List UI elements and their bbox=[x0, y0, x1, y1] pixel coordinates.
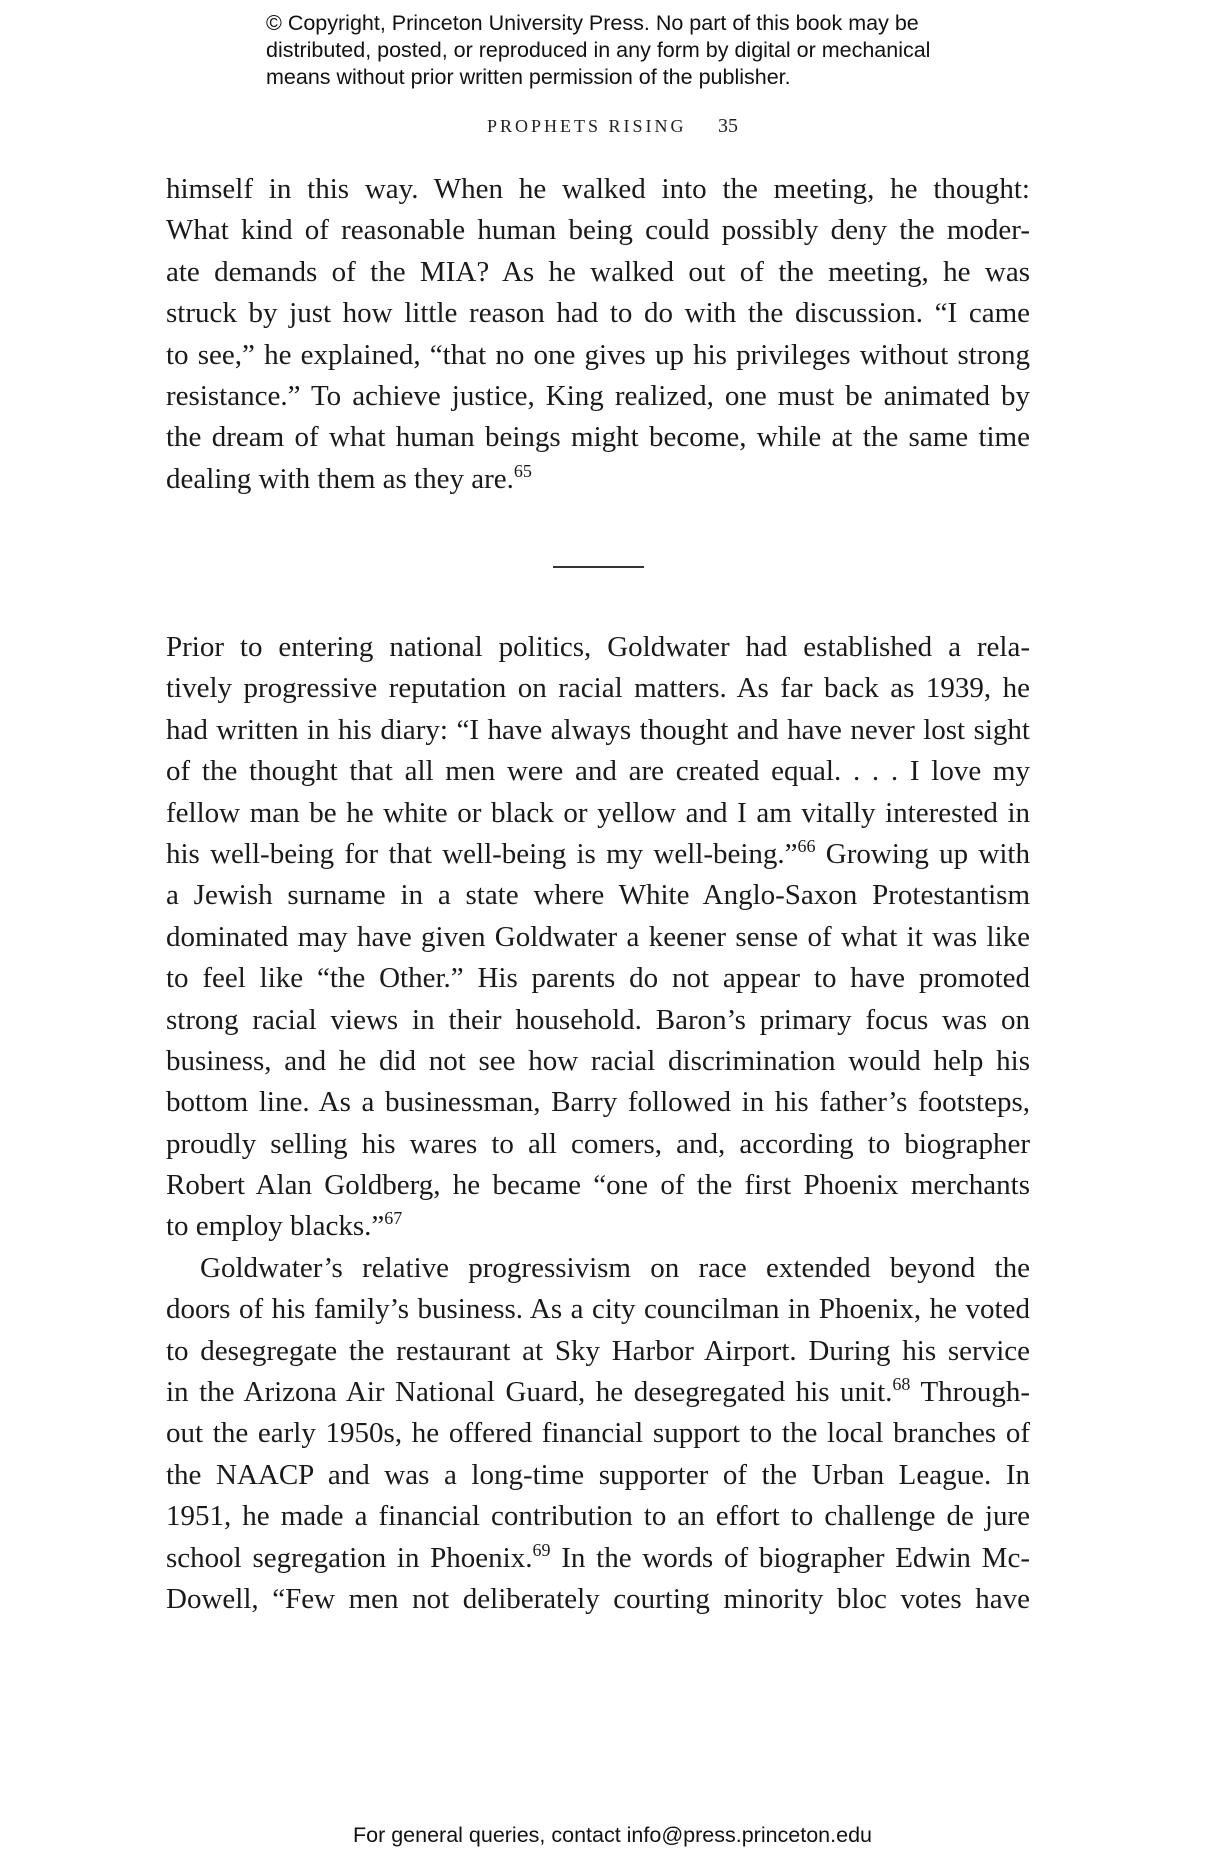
footnote-ref-69: 69 bbox=[532, 1539, 551, 1560]
body-text bbox=[166, 627, 1030, 1620]
footer-contact: For general queries, contact info@press.princeton.edu bbox=[352, 1823, 872, 1847]
footnote-ref-68: 68 bbox=[892, 1374, 911, 1395]
text-line: dominated may have given Goldwater a keener sense of what it was like bbox=[166, 920, 1030, 953]
text-line: tively progressive reputation on racial matters. As far back as 1939, he bbox=[166, 672, 1030, 705]
text-fragment: In the words of biographer Edwin Mc- bbox=[550, 1541, 1030, 1574]
running-head bbox=[0, 115, 1225, 138]
text-line: the dream of what human beings might become, while at the same time bbox=[166, 421, 1030, 454]
copyright-notice bbox=[266, 10, 1026, 91]
text-line: a Jewish surname in a state where White Anglo-Saxon Protestantism bbox=[166, 879, 1030, 912]
text-line: ate demands of the MIA? As he walked out of the meeting, he was bbox=[166, 255, 1030, 288]
text-line: What kind of reasonable human being could possibly deny the moder- bbox=[166, 214, 1030, 247]
text-fragment: Through- bbox=[910, 1376, 1030, 1409]
footnote-ref-65: 65 bbox=[513, 460, 532, 481]
text-line: had written in his diary: “I have always thought and have never lost sight bbox=[166, 713, 1030, 746]
text-line: to desegregate the restaurant at Sky Harbor Airport. During his service bbox=[166, 1334, 1030, 1367]
text-line: the NAACP and was a long-time supporter of the Urban League. In bbox=[166, 1458, 1030, 1491]
text-line bbox=[166, 1538, 1030, 1579]
text-line: Robert Alan Goldberg, he became “one of the first Phoenix merchants bbox=[166, 1169, 1030, 1202]
text-line: of the thought that all men were and are created equal. . . . I love my bbox=[166, 755, 1030, 788]
paragraph-1 bbox=[166, 169, 1030, 500]
running-head-title: PROPHETS RISING bbox=[486, 116, 687, 136]
text-line: 1951, he made a financial contribution to an effort to challenge de jure bbox=[166, 1500, 1030, 1533]
text-line: proudly selling his wares to all comers, and, according to biographer bbox=[166, 1127, 1030, 1160]
text-line: to feel like “the Other.” His parents do not appear to have promoted bbox=[166, 962, 1030, 995]
paragraph-2 bbox=[166, 627, 1030, 1248]
text-line: struck by just how little reason had to do with the discussion. “I came bbox=[166, 297, 1030, 330]
text-line: Dowell, “Few men not deliberately courting minority bloc votes have bbox=[166, 1582, 1030, 1615]
text-line: Goldwater’s relative progressivism on race extended beyond the bbox=[200, 1251, 1030, 1284]
text-line: strong racial views in their household. Baron’s primary focus was on bbox=[166, 1003, 1030, 1036]
text-fragment: dealing with them as they are. bbox=[166, 462, 514, 495]
copyright-line: means without prior written permission of the publisher. bbox=[266, 65, 791, 89]
text-line bbox=[166, 1372, 1030, 1413]
section-break-rule bbox=[553, 566, 644, 568]
text-line: Prior to entering national politics, Goldwater had established a rela- bbox=[166, 631, 1030, 663]
text-line: himself in this way. When he walked into the meeting, he thought: bbox=[166, 173, 1030, 205]
text-line: out the early 1950s, he offered financial support to the local branches of bbox=[166, 1417, 1030, 1450]
text-line: doors of his family’s business. As a city councilman in Phoenix, he voted bbox=[166, 1293, 1030, 1326]
text-line: bottom line. As a businessman, Barry followed in his father’s footsteps, bbox=[166, 1086, 1030, 1119]
text-line: fellow man be he white or black or yellow and I am vitally interested in bbox=[166, 796, 1030, 829]
text-line bbox=[166, 1206, 1030, 1247]
text-line: to see,” he explained, “that no one gives up his privileges without strong bbox=[166, 338, 1030, 371]
text-fragment: Growing up with bbox=[815, 837, 1030, 870]
footnote-ref-67: 67 bbox=[384, 1208, 403, 1229]
paragraph-3 bbox=[166, 1248, 1030, 1621]
text-fragment: in the Arizona Air National Guard, he desegregated his unit. bbox=[166, 1376, 893, 1409]
copyright-line: distributed, posted, or reproduced in any form by digital or mechanical bbox=[266, 38, 931, 62]
text-line bbox=[166, 459, 1030, 500]
copyright-line: © Copyright, Princeton University Press. No part of this book may be bbox=[266, 11, 919, 35]
page-number: 35 bbox=[718, 115, 739, 137]
text-line bbox=[166, 834, 1030, 875]
text-fragment: school segregation in Phoenix. bbox=[166, 1541, 533, 1574]
text-line: resistance.” To achieve justice, King realized, one must be animated by bbox=[166, 379, 1030, 412]
text-fragment: to employ blacks.” bbox=[166, 1210, 385, 1243]
footnote-ref-66: 66 bbox=[797, 835, 816, 856]
text-fragment: his well-being for that well-being is my well-being.” bbox=[166, 837, 798, 870]
text-line: business, and he did not see how racial discrimination would help his bbox=[166, 1044, 1030, 1077]
